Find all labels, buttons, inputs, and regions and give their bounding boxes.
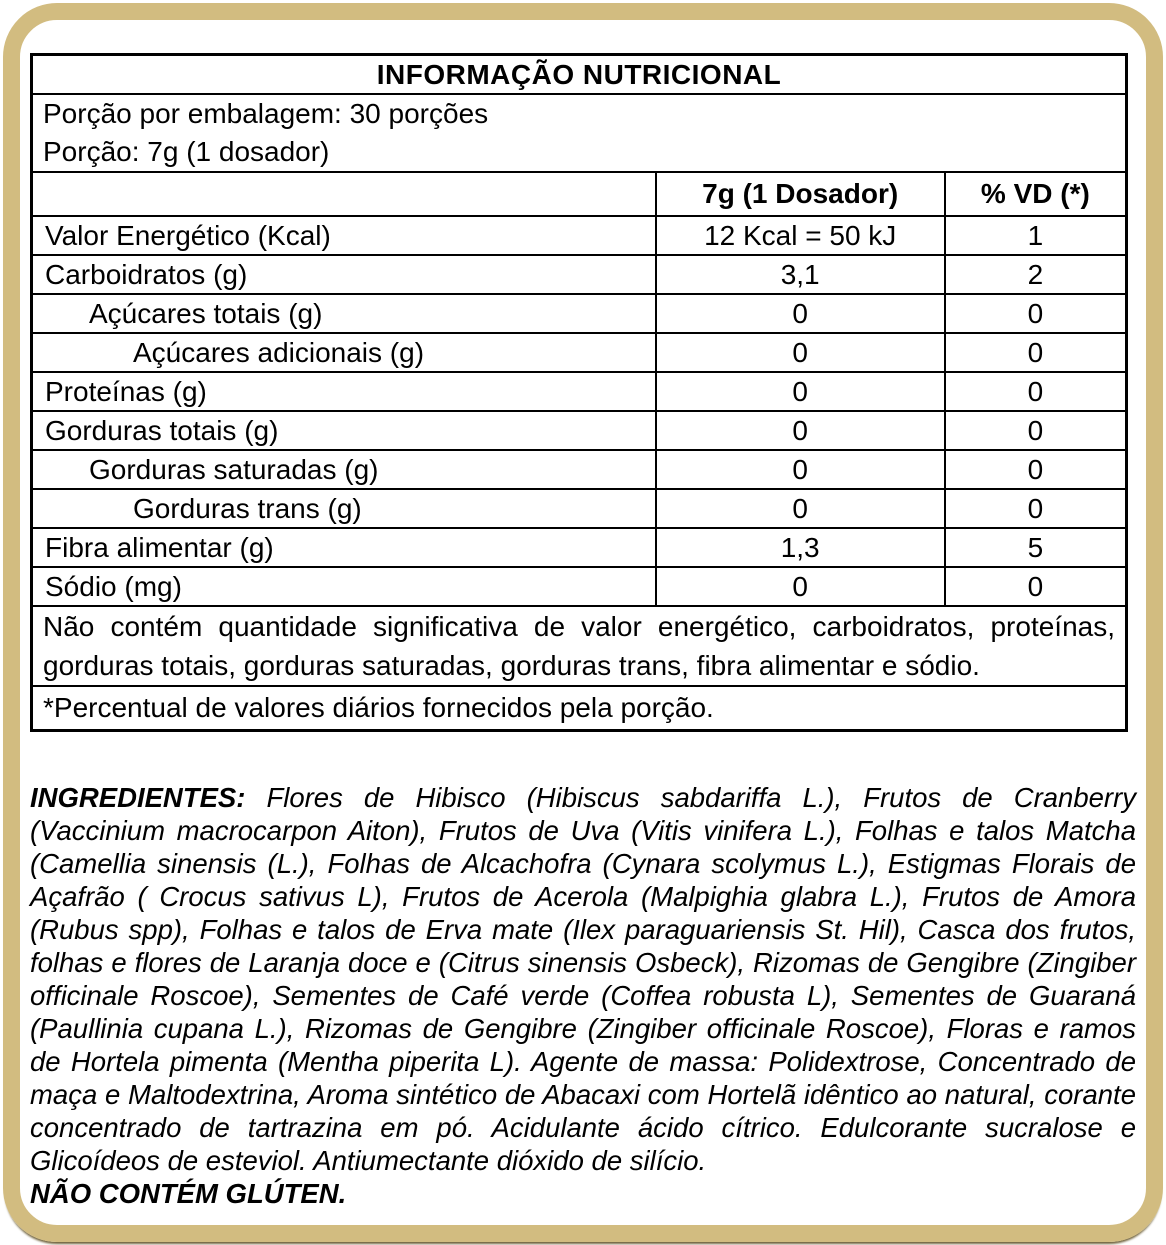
nutrient-name: Gorduras trans (g) [32,489,656,528]
table-row [32,528,1127,567]
nutrient-dv: 1 [945,216,1127,255]
nutrient-amount: 0 [656,333,945,372]
nutrient-amount: 12 Kcal = 50 kJ [656,216,945,255]
nutrient-dv: 0 [945,294,1127,333]
nutrient-dv: 0 [945,333,1127,372]
insignificant-amounts-note-row [32,606,1127,686]
table-row [32,489,1127,528]
nutrient-dv: 5 [945,528,1127,567]
insignificant-amounts-note: Não contém quantidade significativa de valor energético, carboidratos, proteínas, gorduras totais, gorduras saturadas, gorduras trans, fibra alimentar e sódio. [32,606,1127,686]
gluten-free-statement: NÃO CONTÉM GLÚTEN. [30,1178,347,1209]
daily-values-footnote: *Percentual de valores diários fornecidos pela porção. [32,686,1127,731]
amount-column-header: 7g (1 Dosador) [656,172,945,216]
nutrient-name: Proteínas (g) [32,372,656,411]
ingredients-heading: INGREDIENTES: [30,782,246,813]
nutrient-dv: 0 [945,489,1127,528]
column-header-row [32,172,1127,216]
nutrient-name: Sódio (mg) [32,567,656,606]
nutrient-amount: 0 [656,450,945,489]
ingredients-text: Flores de Hibisco (Hibiscus sabdariffa L.), Frutos de Cranberry (Vaccinium macrocarpon Aiton), Frutos de Uva (Vitis vinifera L.), Folhas e talos Matcha (Camellia sinensis (L.), Folhas de Alcachofra (Cynara scolymus L.), Estigmas Florais de Açafrão ( Crocus sativus L), Frutos de Acerola (Malpighia glabra L.), Frutos de Amora (Rubus spp), Folhas e talos de Erva mate (Ilex paraguariensis St. Hil), Casca dos frutos, folhas e flores de Laranja doce e (Citrus sinensis Osbeck), Rizomas de Gengibre (Zingiber officinale Roscoe), Sementes de Café verde (Coffea robusta L), Sementes de Guaraná (Paullinia cupana L.), Rizomas de Gengibre (Zingiber officinale Roscoe), Floras e ramos de Hortela pimenta (Mentha piperita L). Agente de massa: Polidextrose, Concentrado de maça e Maltodextrina, Aroma sintético de Abacaxi com Hortelã idêntico ao natural, corante concentrado de tartrazina em pó. Acidulante ácido cítrico. Edulcorante sucralose e Glicoídeos de esteviol. Antiumectante dióxido de silício. [30,782,1136,1176]
nutrient-name: Valor Energético (Kcal) [32,216,656,255]
table-row [32,216,1127,255]
nutrient-name: Açúcares adicionais (g) [32,333,656,372]
nutrient-dv: 0 [945,450,1127,489]
nutrition-table-wrapper [30,53,1128,732]
table-row [32,450,1127,489]
table-row [32,294,1127,333]
nutrient-amount: 0 [656,567,945,606]
nutrient-name: Gorduras totais (g) [32,411,656,450]
table-row [32,333,1127,372]
table-title-row [32,55,1127,95]
nutrient-name: Açúcares totais (g) [32,294,656,333]
table-row [32,411,1127,450]
nutrient-name: Carboidratos (g) [32,255,656,294]
nutrient-amount: 0 [656,489,945,528]
nutrient-name: Gorduras saturadas (g) [32,450,656,489]
serving-info-row [32,94,1127,172]
dv-column-header: % VD (*) [945,172,1127,216]
nutrient-dv: 0 [945,567,1127,606]
nutrient-amount: 0 [656,294,945,333]
nutrient-amount: 1,3 [656,528,945,567]
nutrition-table [30,53,1128,732]
nutrient-amount: 0 [656,411,945,450]
nutrition-rows [32,216,1127,606]
serving-size: Porção: 7g (1 dosador) [43,136,330,167]
table-row [32,255,1127,294]
serving-info-cell [32,94,1127,172]
table-title: INFORMAÇÃO NUTRICIONAL [32,55,1127,95]
nutrient-amount: 0 [656,372,945,411]
table-row [32,372,1127,411]
servings-per-package: Porção por embalagem: 30 porções [43,98,489,129]
nutrient-dv: 0 [945,372,1127,411]
daily-values-footnote-row [32,686,1127,731]
nutrient-dv: 2 [945,255,1127,294]
table-row [32,567,1127,606]
empty-header-cell [32,172,656,216]
ingredients-paragraph [30,781,1136,1210]
nutrient-name: Fibra alimentar (g) [32,528,656,567]
nutrient-dv: 0 [945,411,1127,450]
nutrient-amount: 3,1 [656,255,945,294]
